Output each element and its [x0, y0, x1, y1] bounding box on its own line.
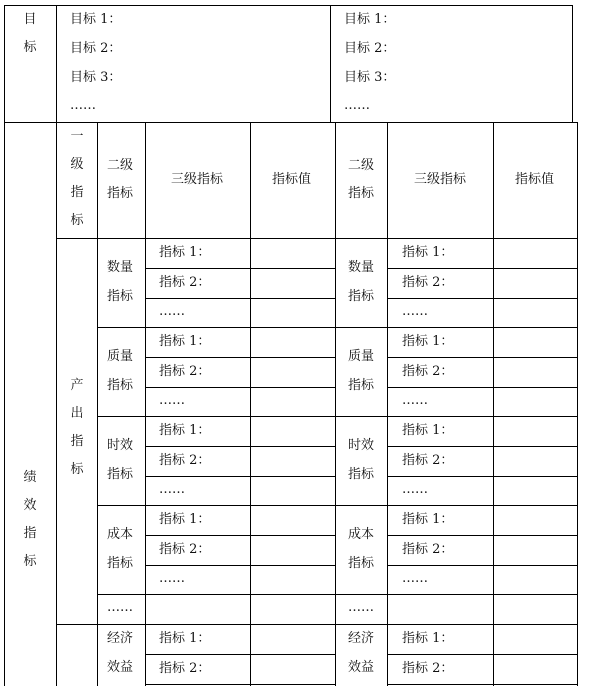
goal-right-3: 目标 3：	[344, 70, 396, 85]
goal-left-more: ……	[70, 98, 96, 113]
item-left: 指标 1：	[159, 423, 211, 438]
item-right: 指标 2：	[402, 275, 454, 290]
item-left: 指标 2：	[159, 542, 211, 557]
item-right: ……	[402, 393, 428, 408]
item-right: ……	[402, 482, 428, 497]
item-right: ……	[402, 304, 428, 319]
level3-header-right: 三级指标	[414, 172, 467, 187]
item-right: 指标 1：	[402, 631, 454, 646]
benefit-name-right: 经济 效益	[348, 631, 375, 675]
item-left: ……	[159, 393, 185, 408]
value-header-right: 指标值	[515, 172, 555, 187]
level2-header-left: 二级 指标	[107, 158, 134, 201]
level3-header-left: 三级指标	[171, 172, 224, 187]
item-left: ……	[159, 304, 185, 319]
item-right: ……	[402, 571, 428, 586]
output-label: 产 出 指 标	[70, 378, 84, 477]
group-name-left: 成本 指标	[107, 527, 134, 571]
item-left: 指标 2：	[159, 364, 211, 379]
perf-label: 绩 效 指 标	[23, 470, 37, 569]
goal-left-2: 目标 2：	[70, 41, 122, 56]
goal-left-1: 目标 1：	[70, 12, 122, 27]
goal-right-more: ……	[344, 98, 370, 113]
item-right: 指标 2：	[402, 542, 454, 557]
item-right: 指标 1：	[402, 423, 454, 438]
group-name-right: 质量 指标	[348, 349, 375, 393]
item-right: 指标 1：	[402, 334, 454, 349]
group-name-right: 时效 指标	[348, 438, 375, 482]
item-left: 指标 2：	[159, 275, 211, 290]
item-left: 指标 2：	[159, 661, 211, 676]
item-right: 指标 2：	[402, 364, 454, 379]
group-name-left: 质量 指标	[107, 349, 134, 393]
group-name-right: 数量 指标	[348, 260, 375, 304]
goal-right-2: 目标 2：	[344, 41, 396, 56]
item-right: 指标 2：	[402, 661, 454, 676]
goal-label: 目 标	[23, 12, 37, 55]
group-name-left: 时效 指标	[107, 438, 134, 482]
item-left: 指标 1：	[159, 512, 211, 527]
item-left: ……	[159, 571, 185, 586]
goal-left-3: 目标 3：	[70, 70, 122, 85]
item-left: 指标 1：	[159, 245, 211, 260]
item-right: 指标 1：	[402, 245, 454, 260]
item-right: 指标 1：	[402, 512, 454, 527]
item-left: 指标 1：	[159, 631, 211, 646]
benefit-name-left: 经济 效益	[107, 631, 134, 675]
goal-right-1: 目标 1：	[344, 12, 396, 27]
group-name-left: 数量 指标	[107, 260, 134, 304]
more-group-left: ……	[107, 600, 133, 615]
level1-header: 一 级 指 标	[70, 129, 84, 228]
value-header-left: 指标值	[272, 172, 312, 187]
item-right: 指标 2：	[402, 453, 454, 468]
group-name-right: 成本 指标	[348, 527, 375, 571]
more-group-right: ……	[348, 600, 374, 615]
level2-header-right: 二级 指标	[348, 158, 375, 201]
item-left: 指标 2：	[159, 453, 211, 468]
item-left: 指标 1：	[159, 334, 211, 349]
item-left: ……	[159, 482, 185, 497]
